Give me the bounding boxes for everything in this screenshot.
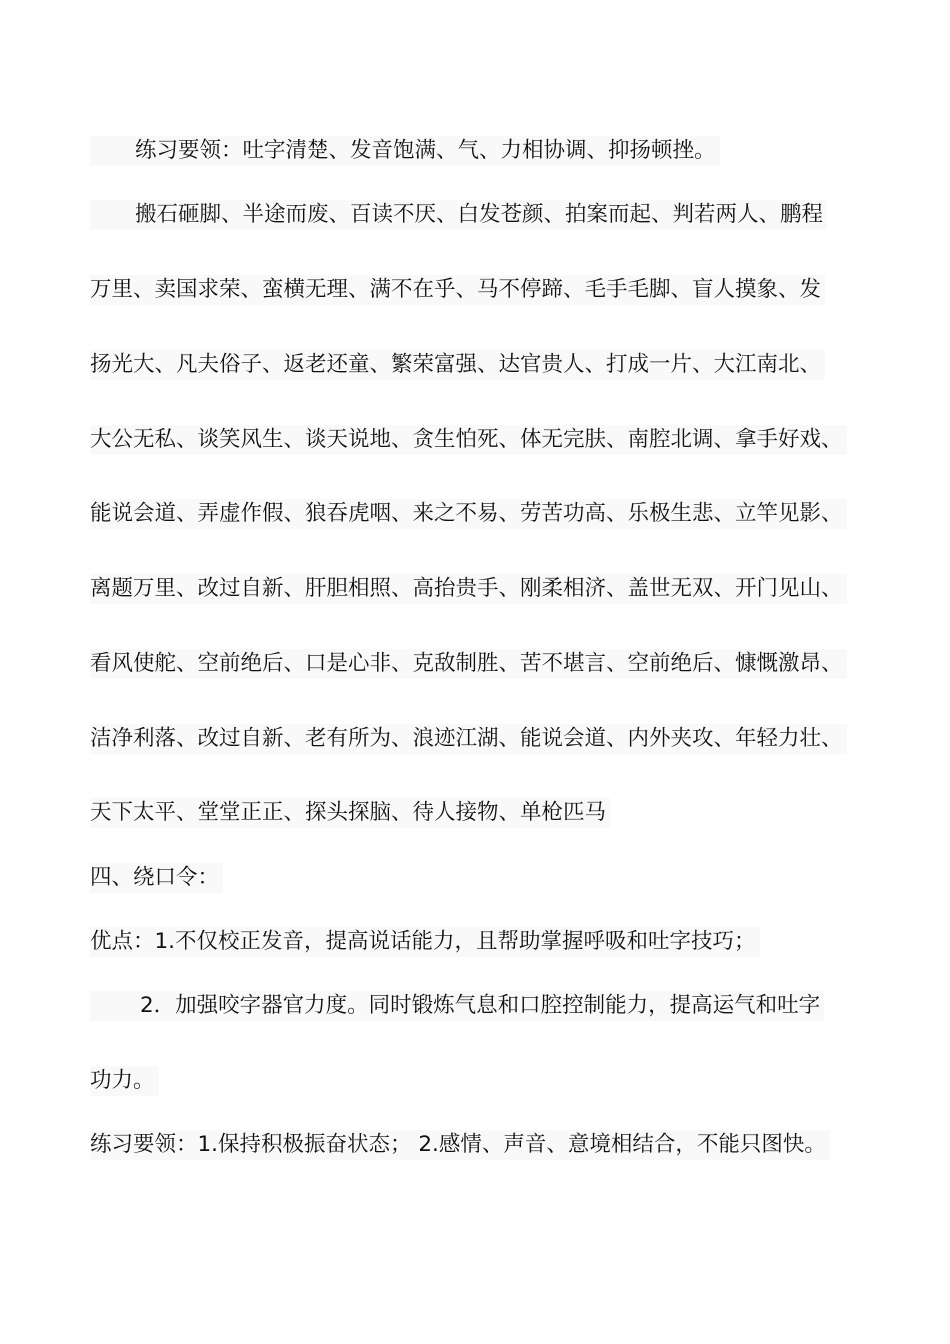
idiom-list-line: 搬石砸脚、半途而废、百读不厌、白发苍颜、拍案而起、判若两人、鹏程 bbox=[90, 200, 827, 230]
idiom-list-line: 离题万里、改过自新、肝胆相照、高抬贵手、刚柔相济、盖世无双、开门见山、 bbox=[90, 574, 847, 604]
section-heading: 四、绕口令： bbox=[90, 863, 223, 893]
idiom-list-line: 万里、卖国求荣、蛮横无理、满不在乎、马不停蹄、毛手毛脚、盲人摸象、发 bbox=[90, 275, 825, 305]
idiom-list-line: 洁净利落、改过自新、老有所为、浪迹江湖、能说会道、内外夹攻、年轻力壮、 bbox=[90, 724, 847, 754]
advantages-line: 2．加强咬字器官力度。同时锻炼气息和口腔控制能力，提高运气和吐字 bbox=[90, 991, 824, 1021]
idiom-list-line: 天下太平、堂堂正正、探头探脑、待人接物、单枪匹马 bbox=[90, 798, 610, 828]
practice-tips-paragraph: 练习要领：吐字清楚、发音饱满、气、力相协调、抑扬顿挫。 bbox=[90, 136, 720, 166]
advantages-line: 功力。 bbox=[90, 1066, 159, 1096]
idiom-list-line: 大公无私、谈笑风生、谈天说地、贪生怕死、体无完肤、南腔北调、拿手好戏、 bbox=[90, 425, 847, 455]
advantages-line: 优点：1.不仅校正发音，提高说话能力，且帮助掌握呼吸和吐字技巧； bbox=[90, 927, 760, 957]
idiom-list-line: 能说会道、弄虚作假、狼吞虎咽、来之不易、劳苦功高、乐极生悲、立竿见影、 bbox=[90, 499, 847, 529]
idiom-list-line: 扬光大、凡夫俗子、返老还童、繁荣富强、达官贵人、打成一片、大江南北、 bbox=[90, 350, 825, 380]
idiom-list-line: 看风使舵、空前绝后、口是心非、克敌制胜、苦不堪言、空前绝后、慷慨激昂、 bbox=[90, 649, 847, 679]
practice-tips-line: 练习要领：1.保持积极振奋状态； 2.感情、声音、意境相结合，不能只图快。 bbox=[90, 1130, 830, 1160]
